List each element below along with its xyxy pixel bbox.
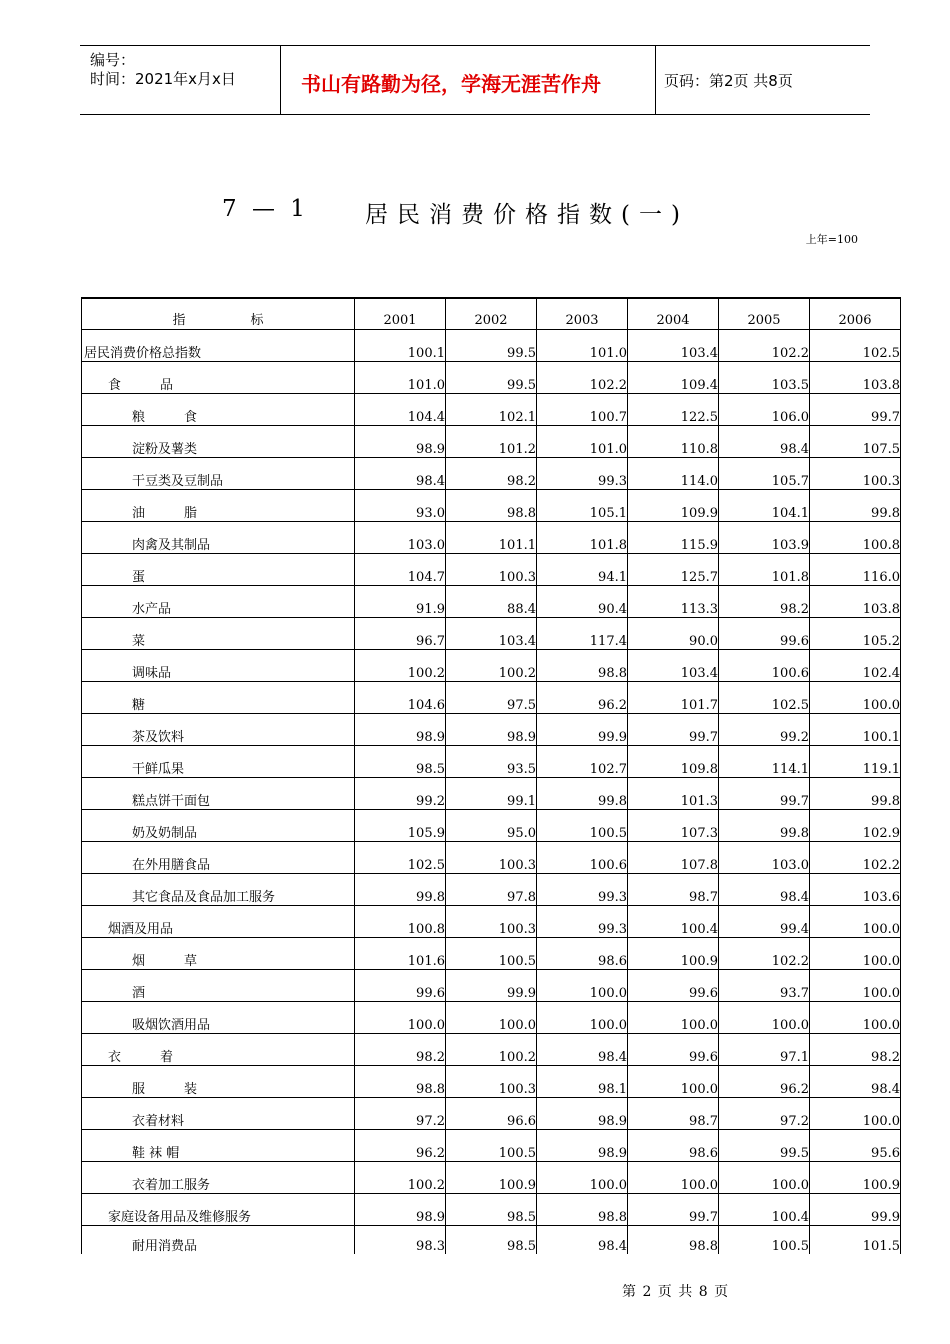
row-value: 100.3 xyxy=(446,554,537,586)
row-value: 100.2 xyxy=(355,650,446,682)
row-label: 肉禽及其制品 xyxy=(82,522,355,554)
row-value: 101.2 xyxy=(446,426,537,458)
row-value: 103.0 xyxy=(355,522,446,554)
row-value: 99.5 xyxy=(446,362,537,394)
row-value: 100.3 xyxy=(446,842,537,874)
row-value: 99.8 xyxy=(810,778,901,810)
row-value: 105.2 xyxy=(810,618,901,650)
row-value: 100.0 xyxy=(628,1066,719,1098)
row-value: 100.0 xyxy=(628,1002,719,1034)
row-value: 95.0 xyxy=(446,810,537,842)
row-value: 98.2 xyxy=(719,586,810,618)
title-name: 居民消费价格指数(一) xyxy=(365,202,689,228)
header-year: 2006 xyxy=(810,298,901,330)
row-label: 粮 食 xyxy=(82,394,355,426)
table-row xyxy=(82,1098,901,1130)
row-label: 衣 着 xyxy=(82,1034,355,1066)
row-value: 93.7 xyxy=(719,970,810,1002)
row-value: 98.8 xyxy=(628,1226,719,1255)
row-value: 100.2 xyxy=(446,1034,537,1066)
row-value: 100.2 xyxy=(355,1162,446,1194)
row-value: 100.6 xyxy=(719,650,810,682)
row-value: 114.0 xyxy=(628,458,719,490)
row-value: 98.4 xyxy=(537,1034,628,1066)
row-value: 100.0 xyxy=(446,1002,537,1034)
row-value: 90.0 xyxy=(628,618,719,650)
table-row xyxy=(82,810,901,842)
row-value: 98.1 xyxy=(537,1066,628,1098)
row-value: 99.3 xyxy=(537,874,628,906)
row-value: 101.3 xyxy=(628,778,719,810)
row-value: 98.4 xyxy=(355,458,446,490)
row-value: 102.5 xyxy=(355,842,446,874)
row-value: 96.7 xyxy=(355,618,446,650)
row-value: 109.8 xyxy=(628,746,719,778)
row-value: 99.6 xyxy=(355,970,446,1002)
row-value: 100.0 xyxy=(628,1162,719,1194)
row-value: 100.9 xyxy=(446,1162,537,1194)
table-row xyxy=(82,1002,901,1034)
row-value: 100.9 xyxy=(628,938,719,970)
row-value: 102.2 xyxy=(537,362,628,394)
header-year: 2004 xyxy=(628,298,719,330)
row-value: 105.9 xyxy=(355,810,446,842)
table-row xyxy=(82,586,901,618)
row-value: 99.7 xyxy=(628,1194,719,1226)
table-row xyxy=(82,490,901,522)
row-label: 家庭设备用品及维修服务 xyxy=(82,1194,355,1226)
header-year: 2005 xyxy=(719,298,810,330)
table-row xyxy=(82,554,901,586)
header-motto-cell xyxy=(281,46,656,114)
row-value: 100.5 xyxy=(537,810,628,842)
row-value: 98.5 xyxy=(446,1226,537,1255)
row-value: 98.8 xyxy=(446,490,537,522)
row-value: 98.4 xyxy=(719,874,810,906)
row-label: 油 脂 xyxy=(82,490,355,522)
row-value: 98.3 xyxy=(355,1226,446,1255)
row-value: 100.0 xyxy=(537,970,628,1002)
row-value: 98.2 xyxy=(810,1034,901,1066)
row-value: 99.2 xyxy=(355,778,446,810)
row-value: 90.4 xyxy=(537,586,628,618)
row-value: 103.5 xyxy=(719,362,810,394)
row-label: 烟 草 xyxy=(82,938,355,970)
row-value: 97.2 xyxy=(719,1098,810,1130)
row-value: 107.8 xyxy=(628,842,719,874)
row-value: 100.9 xyxy=(810,1162,901,1194)
row-value: 109.9 xyxy=(628,490,719,522)
row-value: 114.1 xyxy=(719,746,810,778)
row-value: 99.6 xyxy=(628,970,719,1002)
row-value: 98.9 xyxy=(355,426,446,458)
row-value: 117.4 xyxy=(537,618,628,650)
row-value: 97.8 xyxy=(446,874,537,906)
row-value: 100.3 xyxy=(810,458,901,490)
row-value: 100.0 xyxy=(810,970,901,1002)
row-value: 103.8 xyxy=(810,586,901,618)
row-value: 119.1 xyxy=(810,746,901,778)
row-value: 98.4 xyxy=(719,426,810,458)
row-value: 104.4 xyxy=(355,394,446,426)
row-value: 103.9 xyxy=(719,522,810,554)
table-row xyxy=(82,906,901,938)
header-page-cell xyxy=(656,46,870,114)
table-row xyxy=(82,650,901,682)
row-value: 97.1 xyxy=(719,1034,810,1066)
row-value: 97.2 xyxy=(355,1098,446,1130)
row-value: 99.5 xyxy=(719,1130,810,1162)
row-value: 98.4 xyxy=(810,1066,901,1098)
row-label: 衣着加工服务 xyxy=(82,1162,355,1194)
row-label: 水产品 xyxy=(82,586,355,618)
row-value: 102.1 xyxy=(446,394,537,426)
row-value: 93.0 xyxy=(355,490,446,522)
row-value: 105.7 xyxy=(719,458,810,490)
row-value: 99.9 xyxy=(446,970,537,1002)
row-label: 烟酒及用品 xyxy=(82,906,355,938)
row-value: 101.0 xyxy=(355,362,446,394)
row-value: 96.6 xyxy=(446,1098,537,1130)
row-value: 100.0 xyxy=(810,938,901,970)
row-value: 100.0 xyxy=(537,1002,628,1034)
row-value: 101.8 xyxy=(719,554,810,586)
row-value: 100.3 xyxy=(446,906,537,938)
row-value: 101.1 xyxy=(446,522,537,554)
row-value: 101.0 xyxy=(537,330,628,362)
row-value: 99.1 xyxy=(446,778,537,810)
row-value: 103.4 xyxy=(628,330,719,362)
row-label: 菜 xyxy=(82,618,355,650)
table-row xyxy=(82,778,901,810)
row-label: 酒 xyxy=(82,970,355,1002)
row-label: 蛋 xyxy=(82,554,355,586)
row-value: 125.7 xyxy=(628,554,719,586)
table-header-row xyxy=(82,298,901,330)
row-value: 98.8 xyxy=(537,650,628,682)
row-value: 102.2 xyxy=(719,330,810,362)
row-value: 99.5 xyxy=(446,330,537,362)
table-row xyxy=(82,1066,901,1098)
row-value: 104.7 xyxy=(355,554,446,586)
row-value: 98.2 xyxy=(446,458,537,490)
row-label: 奶及奶制品 xyxy=(82,810,355,842)
row-value: 101.7 xyxy=(628,682,719,714)
row-value: 100.8 xyxy=(810,522,901,554)
row-value: 100.8 xyxy=(355,906,446,938)
table-row xyxy=(82,522,901,554)
table-row xyxy=(82,1226,901,1255)
row-value: 101.5 xyxy=(810,1226,901,1255)
header-indicator: 指 标 xyxy=(82,298,355,330)
row-value: 110.8 xyxy=(628,426,719,458)
row-value: 98.7 xyxy=(628,1098,719,1130)
row-label: 调味品 xyxy=(82,650,355,682)
row-label: 衣着材料 xyxy=(82,1098,355,1130)
row-label: 茶及饮料 xyxy=(82,714,355,746)
row-value: 93.5 xyxy=(446,746,537,778)
row-label: 在外用膳食品 xyxy=(82,842,355,874)
row-value: 99.7 xyxy=(719,778,810,810)
row-value: 102.2 xyxy=(810,842,901,874)
header-year: 2002 xyxy=(446,298,537,330)
row-value: 100.0 xyxy=(810,906,901,938)
row-value: 98.7 xyxy=(628,874,719,906)
row-value: 102.2 xyxy=(719,938,810,970)
row-label: 食 品 xyxy=(82,362,355,394)
row-value: 104.6 xyxy=(355,682,446,714)
row-value: 102.4 xyxy=(810,650,901,682)
row-value: 102.5 xyxy=(719,682,810,714)
table-row xyxy=(82,458,901,490)
row-value: 99.9 xyxy=(537,714,628,746)
row-value: 96.2 xyxy=(719,1066,810,1098)
row-value: 99.8 xyxy=(537,778,628,810)
row-label: 耐用消费品 xyxy=(82,1226,355,1255)
row-value: 109.4 xyxy=(628,362,719,394)
row-value: 103.6 xyxy=(810,874,901,906)
row-value: 103.0 xyxy=(719,842,810,874)
table-row xyxy=(82,330,901,362)
row-value: 107.3 xyxy=(628,810,719,842)
price-index-table xyxy=(81,297,901,1254)
table-row xyxy=(82,842,901,874)
row-value: 99.8 xyxy=(810,490,901,522)
row-value: 99.3 xyxy=(537,458,628,490)
row-value: 102.7 xyxy=(537,746,628,778)
row-value: 100.7 xyxy=(537,394,628,426)
row-value: 100.5 xyxy=(446,938,537,970)
table-row xyxy=(82,394,901,426)
header-meta xyxy=(80,46,281,114)
row-value: 100.0 xyxy=(810,1002,901,1034)
row-value: 99.4 xyxy=(719,906,810,938)
number-label: 编号： xyxy=(90,51,136,69)
row-value: 103.4 xyxy=(446,618,537,650)
table-row xyxy=(82,746,901,778)
row-value: 107.5 xyxy=(810,426,901,458)
row-value: 100.0 xyxy=(719,1162,810,1194)
row-value: 99.6 xyxy=(628,1034,719,1066)
motto: 书山有路勤为径，学海无涯苦作舟 xyxy=(301,72,601,96)
row-value: 104.1 xyxy=(719,490,810,522)
row-value: 101.8 xyxy=(537,522,628,554)
row-value: 99.7 xyxy=(810,394,901,426)
row-label: 服 装 xyxy=(82,1066,355,1098)
row-value: 88.4 xyxy=(446,586,537,618)
row-value: 116.0 xyxy=(810,554,901,586)
page-header xyxy=(80,45,870,115)
row-value: 98.4 xyxy=(537,1226,628,1255)
row-value: 99.8 xyxy=(719,810,810,842)
row-value: 102.9 xyxy=(810,810,901,842)
row-value: 103.8 xyxy=(810,362,901,394)
row-value: 99.7 xyxy=(628,714,719,746)
row-value: 113.3 xyxy=(628,586,719,618)
title-number: 7 — 1 xyxy=(222,196,309,222)
row-value: 98.6 xyxy=(537,938,628,970)
row-value: 98.5 xyxy=(446,1194,537,1226)
header-year: 2003 xyxy=(537,298,628,330)
row-value: 100.4 xyxy=(628,906,719,938)
row-label: 淀粉及薯类 xyxy=(82,426,355,458)
row-value: 100.0 xyxy=(719,1002,810,1034)
row-value: 100.5 xyxy=(446,1130,537,1162)
row-value: 102.5 xyxy=(810,330,901,362)
table-row xyxy=(82,1162,901,1194)
row-value: 98.9 xyxy=(355,714,446,746)
row-value: 100.0 xyxy=(537,1162,628,1194)
row-value: 98.2 xyxy=(355,1034,446,1066)
row-value: 98.9 xyxy=(537,1130,628,1162)
row-value: 99.3 xyxy=(537,906,628,938)
row-label: 鞋 袜 帽 xyxy=(82,1130,355,1162)
row-value: 103.4 xyxy=(628,650,719,682)
table-row xyxy=(82,938,901,970)
row-label: 糕点饼干面包 xyxy=(82,778,355,810)
time-label: 时间：2021年x月x日 xyxy=(90,70,236,88)
row-value: 98.9 xyxy=(446,714,537,746)
row-value: 100.5 xyxy=(719,1226,810,1255)
table-row xyxy=(82,970,901,1002)
row-value: 100.6 xyxy=(537,842,628,874)
row-value: 96.2 xyxy=(537,682,628,714)
page-footer: 第 2 页 共 8 页 xyxy=(622,1284,730,1300)
row-value: 98.9 xyxy=(355,1194,446,1226)
row-label: 干鲜瓜果 xyxy=(82,746,355,778)
table-title xyxy=(0,196,950,226)
base-unit-note: 上年=100 xyxy=(805,233,858,246)
row-label: 糖 xyxy=(82,682,355,714)
row-value: 94.1 xyxy=(537,554,628,586)
row-label: 吸烟饮酒用品 xyxy=(82,1002,355,1034)
table-row xyxy=(82,874,901,906)
table-row xyxy=(82,1130,901,1162)
row-value: 122.5 xyxy=(628,394,719,426)
row-label: 干豆类及豆制品 xyxy=(82,458,355,490)
table-row xyxy=(82,426,901,458)
table-row xyxy=(82,1034,901,1066)
row-value: 100.4 xyxy=(719,1194,810,1226)
row-value: 101.6 xyxy=(355,938,446,970)
row-value: 100.1 xyxy=(355,330,446,362)
row-value: 98.5 xyxy=(355,746,446,778)
row-value: 95.6 xyxy=(810,1130,901,1162)
table-row xyxy=(82,714,901,746)
row-value: 98.8 xyxy=(355,1066,446,1098)
table-row xyxy=(82,1194,901,1226)
row-value: 101.0 xyxy=(537,426,628,458)
page-info: 页码：第2页 共8页 xyxy=(664,72,793,90)
table-row xyxy=(82,618,901,650)
row-value: 100.0 xyxy=(355,1002,446,1034)
row-value: 96.2 xyxy=(355,1130,446,1162)
row-value: 100.3 xyxy=(446,1066,537,1098)
row-value: 91.9 xyxy=(355,586,446,618)
row-value: 98.9 xyxy=(537,1098,628,1130)
row-value: 99.9 xyxy=(810,1194,901,1226)
row-value: 99.2 xyxy=(719,714,810,746)
row-label: 居民消费价格总指数 xyxy=(82,330,355,362)
row-value: 99.6 xyxy=(719,618,810,650)
table-row xyxy=(82,682,901,714)
row-value: 100.0 xyxy=(810,1098,901,1130)
row-value: 99.8 xyxy=(355,874,446,906)
row-value: 100.2 xyxy=(446,650,537,682)
row-label: 其它食品及食品加工服务 xyxy=(82,874,355,906)
row-value: 106.0 xyxy=(719,394,810,426)
row-value: 105.1 xyxy=(537,490,628,522)
row-value: 100.1 xyxy=(810,714,901,746)
row-value: 98.8 xyxy=(537,1194,628,1226)
row-value: 97.5 xyxy=(446,682,537,714)
row-value: 100.0 xyxy=(810,682,901,714)
row-value: 115.9 xyxy=(628,522,719,554)
header-year: 2001 xyxy=(355,298,446,330)
row-value: 98.6 xyxy=(628,1130,719,1162)
table-row xyxy=(82,362,901,394)
